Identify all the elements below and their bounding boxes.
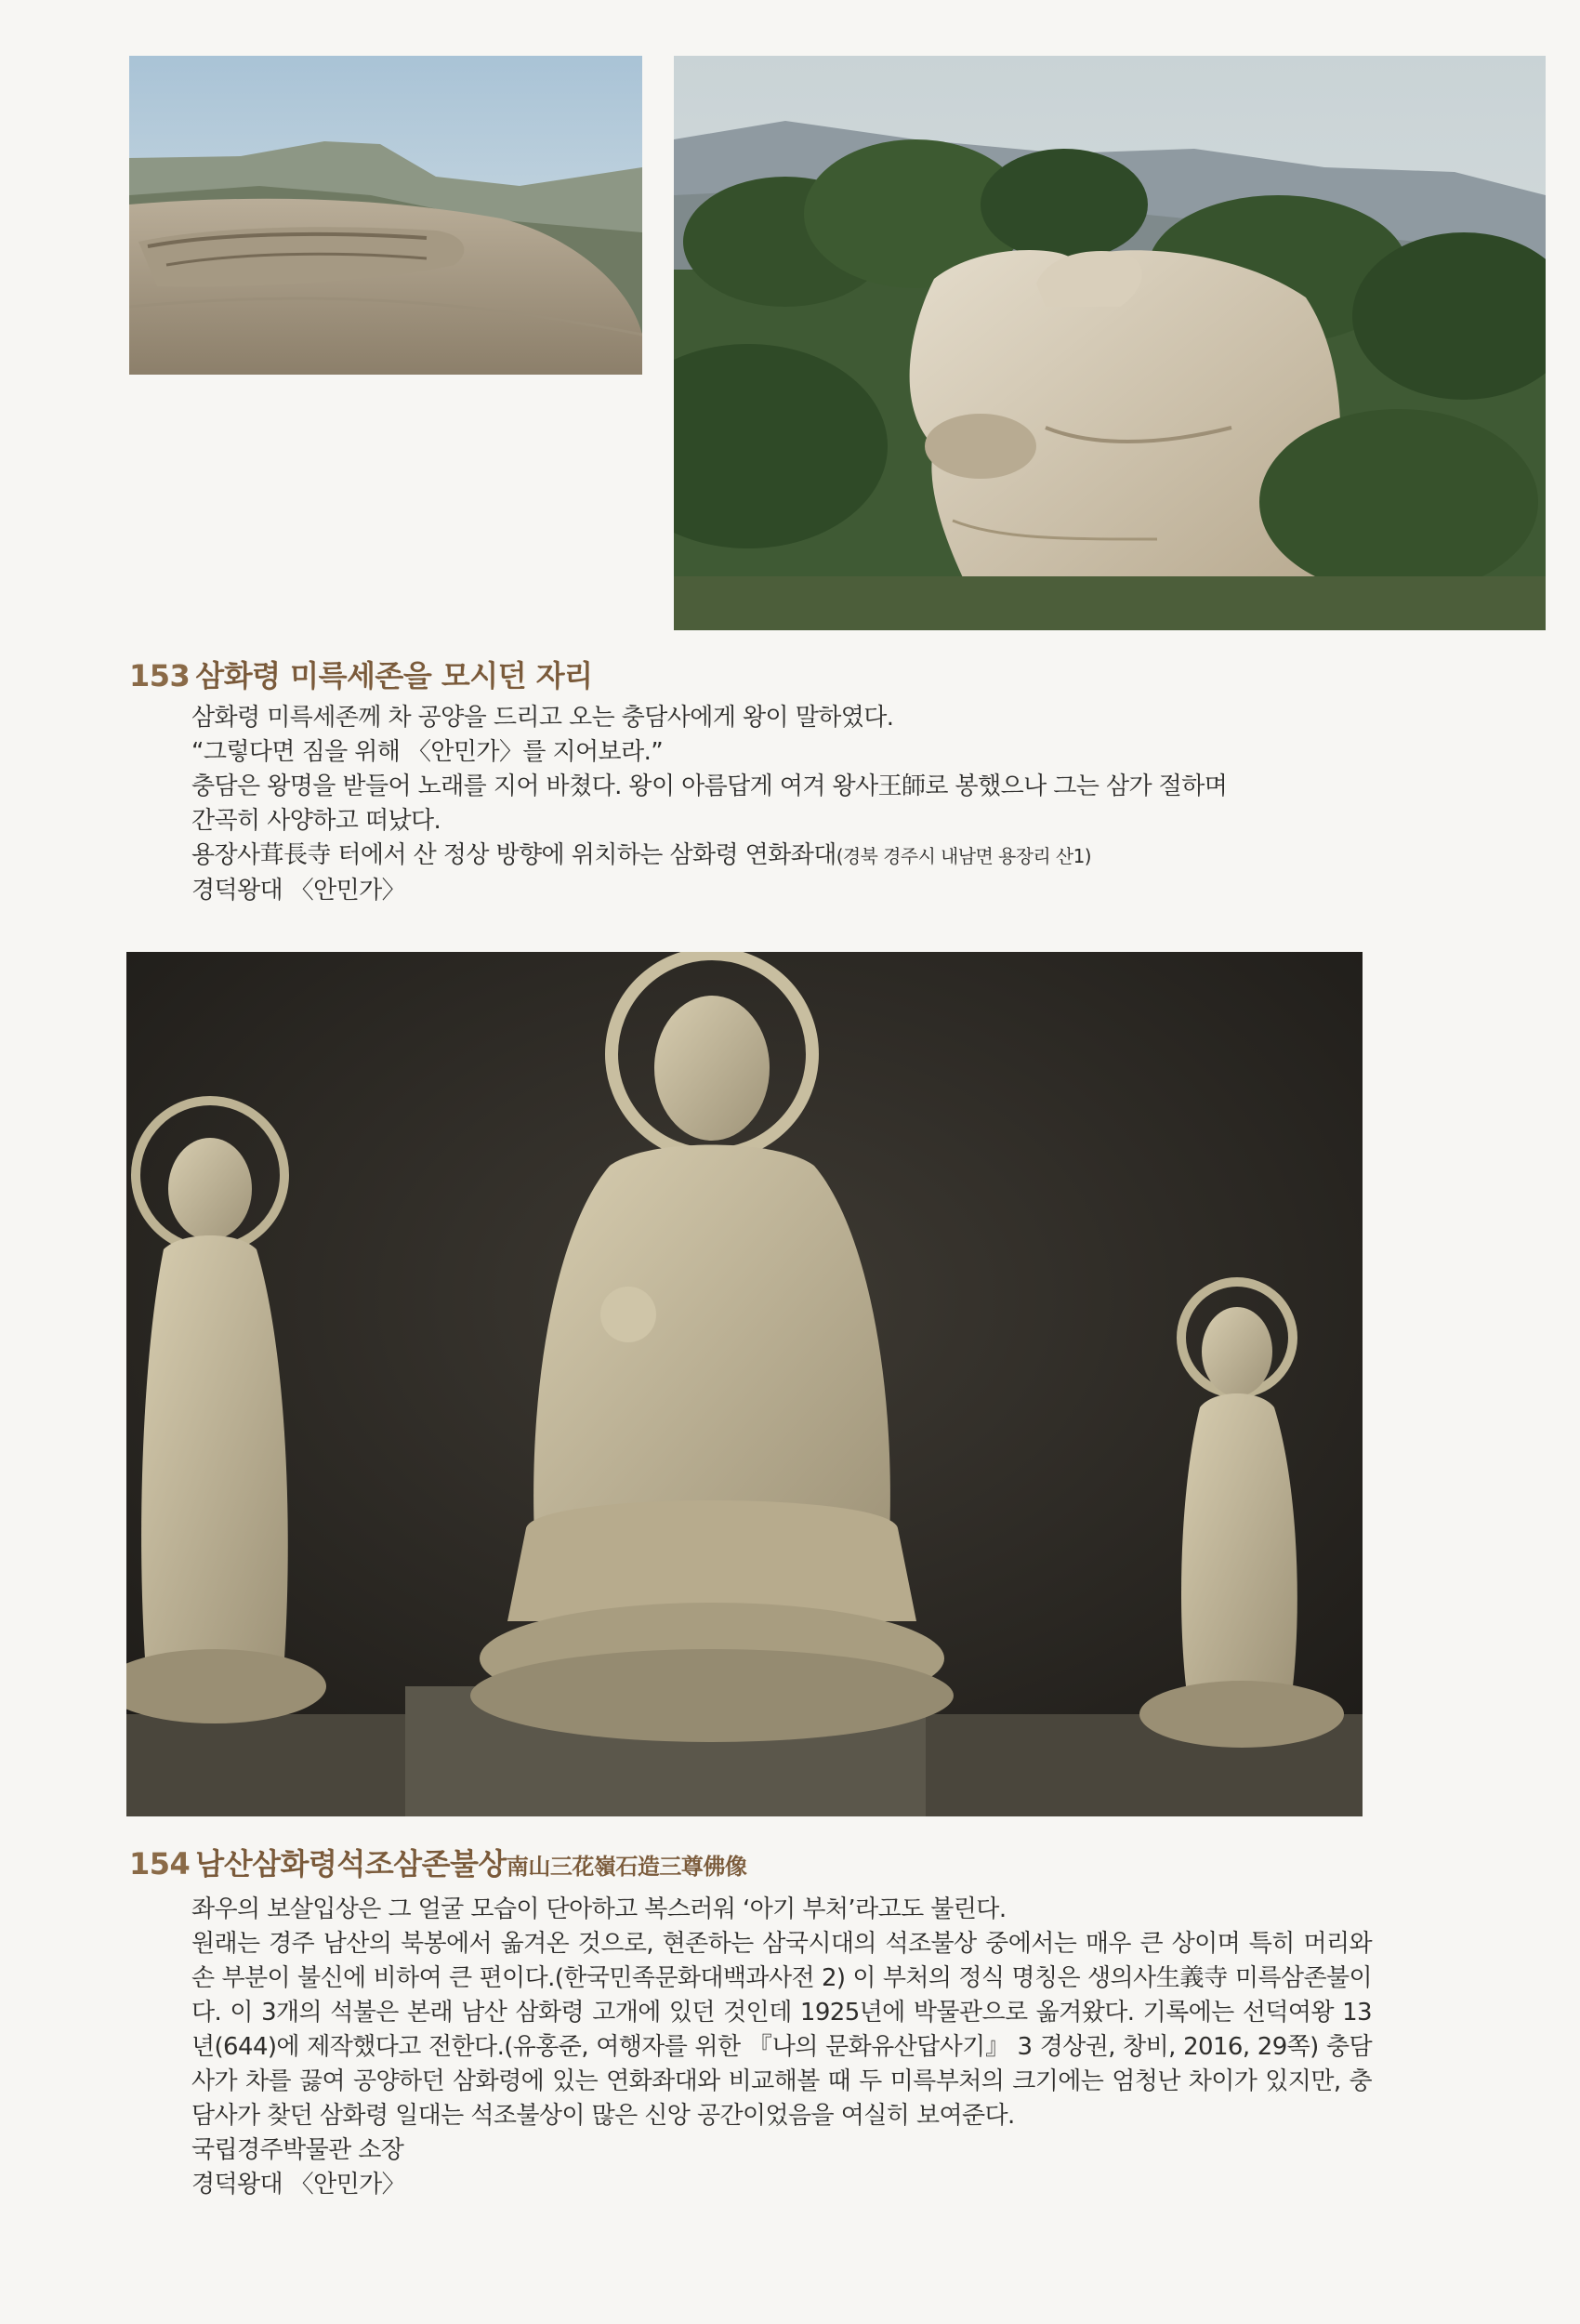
photo-lotus-pedestal: [129, 56, 642, 375]
section-154-paragraph-1: 좌우의 보살입상은 그 얼굴 모습이 단아하고 복스러워 ‘아기 부처’라고도 불린다.: [191, 1895, 1007, 1923]
section-153-line-3: 충담은 왕명을 받들어 노래를 지어 바쳤다. 왕이 아름답게 여겨 왕사王師로 봉했으나 그는 삼가 절하며: [191, 772, 1228, 800]
section-153-line-2: “그렇다면 짐을 위해 〈안민가〉를 지어보라.”: [191, 738, 664, 766]
section-153-body: [191, 701, 1372, 908]
section-154-source: 경덕왕대 〈안민가〉: [191, 2171, 406, 2199]
section-153-location-note: (경북 경주시 내남면 용장리 산1): [836, 845, 1091, 867]
section-153-line-4: 간곡히 사양하고 떠났다.: [191, 807, 441, 835]
section-153-number: 153: [129, 658, 191, 693]
section-153-title: [129, 653, 593, 695]
section-154-collection: 국립경주박물관 소장: [191, 2136, 404, 2164]
section-153-line-1: 삼화령 미륵세존께 차 공양을 드리고 오는 충담사에게 왕이 말하였다.: [191, 704, 894, 732]
section-153-source: 경덕왕대 〈안민가〉: [191, 877, 406, 905]
section-154-title: [129, 1841, 746, 1883]
section-154-body: [191, 1893, 1372, 2202]
section-154-title-text: 남산삼화령석조삼존불상: [195, 1846, 507, 1882]
photo-boulders-pines: [674, 56, 1546, 630]
photo-buddha-triad: [126, 952, 1363, 1816]
section-153-location-main: 용장사茸長寺 터에서 산 정상 방향에 위치하는 삼화령 연화좌대: [191, 841, 836, 869]
section-153-location: [191, 838, 1372, 874]
section-154-title-hanja: 南山三花嶺石造三尊佛像: [506, 1854, 747, 1880]
section-154-number: 154: [129, 1846, 191, 1882]
section-153-title-text: 삼화령 미륵세존을 모시던 자리: [195, 658, 593, 693]
section-154-paragraph-2: 원래는 경주 남산의 북봉에서 옮겨온 것으로, 현존하는 삼국시대의 석조불상 중에서는 매우 큰 상이며 특히 머리와 손 부분이 불신에 비하여 큰 편이다.(한국민족문화대백과사전 2) 이 부처의 정식 명칭은 생의사生義寺 미륵삼존불이다. 이 3개의 석불은 본래 남산 삼화령 고개에 있던 것인데 1925년에 박물관으로 옮겨왔다. 기록에는 선덕여왕 13년(644)에 제작했다고 전한다.(유홍준, 여행자를 위한 『나의 문화유산답사기』 3 경상권, 창비, 2016, 29쪽) 충담사가 차를 끓여 공양하던 삼화령에 있는 연화좌대와 비교해볼 때 두 미륵부처의 크기에는 엄청난 차이가 있지만, 충담사가 찾던 삼화령 일대는 석조불상이 많은 신앙 공간이었음을 여실히 보여준다.: [191, 1930, 1372, 2130]
